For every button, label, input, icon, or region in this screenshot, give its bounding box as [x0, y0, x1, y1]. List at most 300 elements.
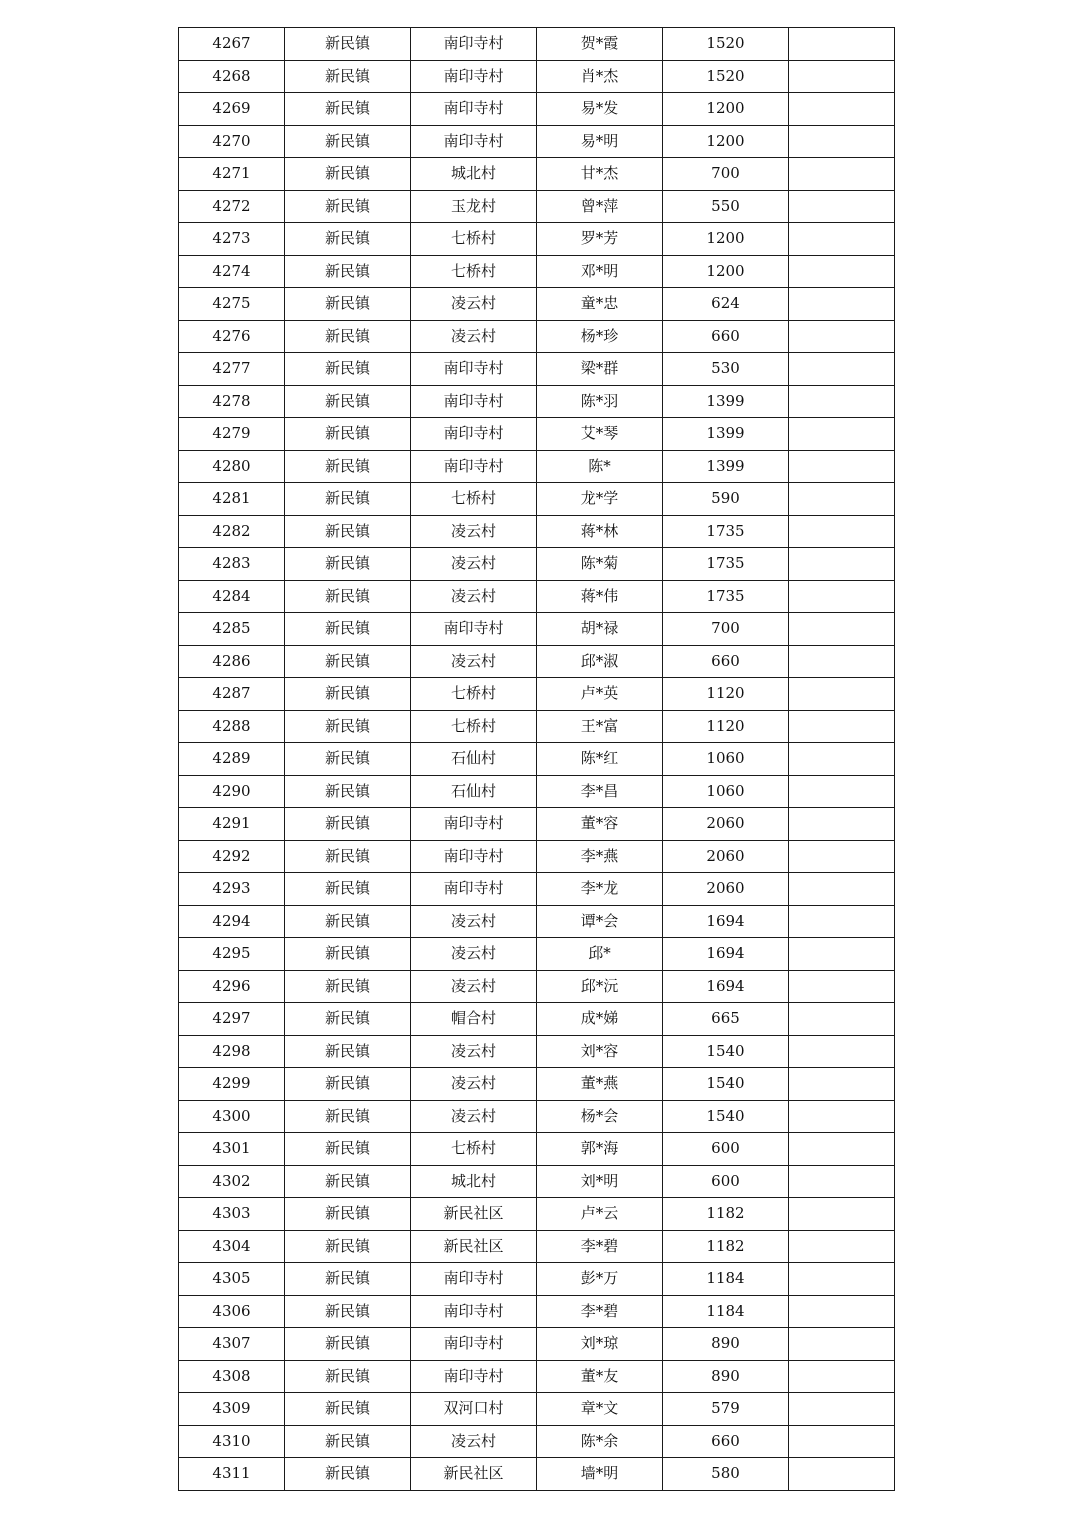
town-cell: 新民镇: [285, 28, 411, 61]
town-cell: 新民镇: [285, 1198, 411, 1231]
village-cell: 凌云村: [411, 1100, 537, 1133]
note-cell: [789, 1133, 895, 1166]
village-cell: 凌云村: [411, 515, 537, 548]
village-cell: 凌云村: [411, 548, 537, 581]
amount-cell: 624: [663, 288, 789, 321]
town-cell: 新民镇: [285, 288, 411, 321]
serial-number-cell: 4287: [179, 678, 285, 711]
roster-table-body: [179, 28, 895, 1491]
table-row: [179, 483, 895, 516]
town-cell: 新民镇: [285, 1458, 411, 1491]
person-name-cell: 董*容: [537, 808, 663, 841]
table-row: [179, 580, 895, 613]
note-cell: [789, 710, 895, 743]
town-cell: 新民镇: [285, 548, 411, 581]
note-cell: [789, 418, 895, 451]
village-cell: 南印寺村: [411, 808, 537, 841]
town-cell: 新民镇: [285, 93, 411, 126]
amount-cell: 2060: [663, 808, 789, 841]
person-name-cell: 董*友: [537, 1360, 663, 1393]
amount-cell: 1200: [663, 255, 789, 288]
town-cell: 新民镇: [285, 775, 411, 808]
town-cell: 新民镇: [285, 710, 411, 743]
amount-cell: 1200: [663, 125, 789, 158]
person-name-cell: 陈*余: [537, 1425, 663, 1458]
note-cell: [789, 515, 895, 548]
amount-cell: 1694: [663, 970, 789, 1003]
serial-number-cell: 4310: [179, 1425, 285, 1458]
person-name-cell: 刘*明: [537, 1165, 663, 1198]
town-cell: 新民镇: [285, 1165, 411, 1198]
table-row: [179, 1198, 895, 1231]
town-cell: 新民镇: [285, 450, 411, 483]
table-row: [179, 548, 895, 581]
person-name-cell: 陈*羽: [537, 385, 663, 418]
town-cell: 新民镇: [285, 678, 411, 711]
person-name-cell: 蒋*伟: [537, 580, 663, 613]
village-cell: 凌云村: [411, 1068, 537, 1101]
note-cell: [789, 1328, 895, 1361]
town-cell: 新民镇: [285, 60, 411, 93]
person-name-cell: 谭*会: [537, 905, 663, 938]
village-cell: 凌云村: [411, 288, 537, 321]
amount-cell: 2060: [663, 873, 789, 906]
note-cell: [789, 743, 895, 776]
amount-cell: 1735: [663, 580, 789, 613]
village-cell: 凌云村: [411, 645, 537, 678]
serial-number-cell: 4283: [179, 548, 285, 581]
person-name-cell: 曾*萍: [537, 190, 663, 223]
serial-number-cell: 4297: [179, 1003, 285, 1036]
person-name-cell: 梁*群: [537, 353, 663, 386]
serial-number-cell: 4301: [179, 1133, 285, 1166]
village-cell: 南印寺村: [411, 613, 537, 646]
person-name-cell: 邱*淑: [537, 645, 663, 678]
village-cell: 南印寺村: [411, 873, 537, 906]
village-cell: 南印寺村: [411, 1360, 537, 1393]
serial-number-cell: 4279: [179, 418, 285, 451]
person-name-cell: 卢*云: [537, 1198, 663, 1231]
serial-number-cell: 4271: [179, 158, 285, 191]
town-cell: 新民镇: [285, 353, 411, 386]
person-name-cell: 成*娣: [537, 1003, 663, 1036]
amount-cell: 660: [663, 645, 789, 678]
amount-cell: 1540: [663, 1035, 789, 1068]
amount-cell: 1520: [663, 28, 789, 61]
person-name-cell: 彭*万: [537, 1263, 663, 1296]
town-cell: 新民镇: [285, 515, 411, 548]
serial-number-cell: 4269: [179, 93, 285, 126]
table-row: [179, 125, 895, 158]
table-row: [179, 223, 895, 256]
town-cell: 新民镇: [285, 1230, 411, 1263]
town-cell: 新民镇: [285, 808, 411, 841]
village-cell: 七桥村: [411, 1133, 537, 1166]
table-row: [179, 353, 895, 386]
person-name-cell: 王*富: [537, 710, 663, 743]
table-row: [179, 1068, 895, 1101]
amount-cell: 1200: [663, 93, 789, 126]
amount-cell: 1200: [663, 223, 789, 256]
amount-cell: 600: [663, 1133, 789, 1166]
table-row: [179, 1360, 895, 1393]
village-cell: 新民社区: [411, 1230, 537, 1263]
table-row: [179, 255, 895, 288]
note-cell: [789, 288, 895, 321]
village-cell: 南印寺村: [411, 385, 537, 418]
amount-cell: 1184: [663, 1295, 789, 1328]
amount-cell: 700: [663, 158, 789, 191]
serial-number-cell: 4275: [179, 288, 285, 321]
table-row: [179, 1165, 895, 1198]
village-cell: 双河口村: [411, 1393, 537, 1426]
amount-cell: 1540: [663, 1068, 789, 1101]
note-cell: [789, 1263, 895, 1296]
town-cell: 新民镇: [285, 1263, 411, 1296]
amount-cell: 530: [663, 353, 789, 386]
note-cell: [789, 580, 895, 613]
person-name-cell: 贺*霞: [537, 28, 663, 61]
table-row: [179, 1458, 895, 1491]
amount-cell: 1735: [663, 515, 789, 548]
town-cell: 新民镇: [285, 1003, 411, 1036]
town-cell: 新民镇: [285, 1393, 411, 1426]
town-cell: 新民镇: [285, 1360, 411, 1393]
serial-number-cell: 4290: [179, 775, 285, 808]
serial-number-cell: 4267: [179, 28, 285, 61]
table-row: [179, 1328, 895, 1361]
person-name-cell: 李*昌: [537, 775, 663, 808]
amount-cell: 1120: [663, 678, 789, 711]
serial-number-cell: 4270: [179, 125, 285, 158]
person-name-cell: 蒋*林: [537, 515, 663, 548]
amount-cell: 600: [663, 1165, 789, 1198]
note-cell: [789, 353, 895, 386]
serial-number-cell: 4303: [179, 1198, 285, 1231]
town-cell: 新民镇: [285, 125, 411, 158]
table-row: [179, 1230, 895, 1263]
person-name-cell: 易*发: [537, 93, 663, 126]
amount-cell: 660: [663, 320, 789, 353]
village-cell: 七桥村: [411, 223, 537, 256]
serial-number-cell: 4307: [179, 1328, 285, 1361]
town-cell: 新民镇: [285, 580, 411, 613]
serial-number-cell: 4281: [179, 483, 285, 516]
town-cell: 新民镇: [285, 1133, 411, 1166]
note-cell: [789, 938, 895, 971]
table-row: [179, 158, 895, 191]
table-row: [179, 678, 895, 711]
village-cell: 南印寺村: [411, 93, 537, 126]
amount-cell: 550: [663, 190, 789, 223]
table-row: [179, 450, 895, 483]
village-cell: 城北村: [411, 158, 537, 191]
serial-number-cell: 4268: [179, 60, 285, 93]
person-name-cell: 李*碧: [537, 1295, 663, 1328]
amount-cell: 1399: [663, 418, 789, 451]
person-name-cell: 李*碧: [537, 1230, 663, 1263]
village-cell: 七桥村: [411, 483, 537, 516]
amount-cell: 1120: [663, 710, 789, 743]
town-cell: 新民镇: [285, 970, 411, 1003]
serial-number-cell: 4284: [179, 580, 285, 613]
table-row: [179, 645, 895, 678]
person-name-cell: 墙*明: [537, 1458, 663, 1491]
village-cell: 南印寺村: [411, 1263, 537, 1296]
town-cell: 新民镇: [285, 1100, 411, 1133]
note-cell: [789, 1393, 895, 1426]
table-row: [179, 905, 895, 938]
note-cell: [789, 1165, 895, 1198]
note-cell: [789, 320, 895, 353]
table-row: [179, 1100, 895, 1133]
serial-number-cell: 4298: [179, 1035, 285, 1068]
village-cell: 南印寺村: [411, 450, 537, 483]
village-cell: 凌云村: [411, 580, 537, 613]
table-row: [179, 515, 895, 548]
table-row: [179, 743, 895, 776]
table-row: [179, 1035, 895, 1068]
serial-number-cell: 4311: [179, 1458, 285, 1491]
note-cell: [789, 223, 895, 256]
village-cell: 南印寺村: [411, 60, 537, 93]
table-row: [179, 320, 895, 353]
serial-number-cell: 4285: [179, 613, 285, 646]
person-name-cell: 邓*明: [537, 255, 663, 288]
serial-number-cell: 4293: [179, 873, 285, 906]
note-cell: [789, 28, 895, 61]
serial-number-cell: 4306: [179, 1295, 285, 1328]
table-row: [179, 1393, 895, 1426]
amount-cell: 1399: [663, 385, 789, 418]
table-row: [179, 385, 895, 418]
serial-number-cell: 4277: [179, 353, 285, 386]
note-cell: [789, 873, 895, 906]
village-cell: 城北村: [411, 1165, 537, 1198]
village-cell: 新民社区: [411, 1458, 537, 1491]
serial-number-cell: 4308: [179, 1360, 285, 1393]
village-cell: 凌云村: [411, 938, 537, 971]
serial-number-cell: 4305: [179, 1263, 285, 1296]
note-cell: [789, 255, 895, 288]
village-cell: 凌云村: [411, 905, 537, 938]
town-cell: 新民镇: [285, 1035, 411, 1068]
person-name-cell: 邱*: [537, 938, 663, 971]
note-cell: [789, 678, 895, 711]
person-name-cell: 陈*菊: [537, 548, 663, 581]
table-row: [179, 1003, 895, 1036]
village-cell: 七桥村: [411, 255, 537, 288]
note-cell: [789, 1295, 895, 1328]
table-row: [179, 613, 895, 646]
person-name-cell: 甘*杰: [537, 158, 663, 191]
village-cell: 凌云村: [411, 320, 537, 353]
person-name-cell: 邱*沅: [537, 970, 663, 1003]
note-cell: [789, 1035, 895, 1068]
town-cell: 新民镇: [285, 190, 411, 223]
person-name-cell: 胡*禄: [537, 613, 663, 646]
person-name-cell: 刘*琼: [537, 1328, 663, 1361]
amount-cell: 1520: [663, 60, 789, 93]
serial-number-cell: 4274: [179, 255, 285, 288]
note-cell: [789, 840, 895, 873]
amount-cell: 579: [663, 1393, 789, 1426]
serial-number-cell: 4302: [179, 1165, 285, 1198]
note-cell: [789, 93, 895, 126]
note-cell: [789, 385, 895, 418]
village-cell: 南印寺村: [411, 840, 537, 873]
note-cell: [789, 548, 895, 581]
town-cell: 新民镇: [285, 385, 411, 418]
amount-cell: 2060: [663, 840, 789, 873]
village-cell: 南印寺村: [411, 1295, 537, 1328]
village-cell: 七桥村: [411, 710, 537, 743]
serial-number-cell: 4286: [179, 645, 285, 678]
serial-number-cell: 4282: [179, 515, 285, 548]
town-cell: 新民镇: [285, 873, 411, 906]
serial-number-cell: 4272: [179, 190, 285, 223]
village-cell: 七桥村: [411, 678, 537, 711]
person-name-cell: 艾*琴: [537, 418, 663, 451]
table-row: [179, 1133, 895, 1166]
village-cell: 南印寺村: [411, 125, 537, 158]
note-cell: [789, 970, 895, 1003]
serial-number-cell: 4278: [179, 385, 285, 418]
village-cell: 石仙村: [411, 743, 537, 776]
serial-number-cell: 4299: [179, 1068, 285, 1101]
serial-number-cell: 4294: [179, 905, 285, 938]
amount-cell: 890: [663, 1360, 789, 1393]
village-cell: 南印寺村: [411, 28, 537, 61]
serial-number-cell: 4276: [179, 320, 285, 353]
serial-number-cell: 4289: [179, 743, 285, 776]
village-cell: 新民社区: [411, 1198, 537, 1231]
note-cell: [789, 1003, 895, 1036]
table-row: [179, 808, 895, 841]
person-name-cell: 陈*: [537, 450, 663, 483]
town-cell: 新民镇: [285, 1328, 411, 1361]
serial-number-cell: 4296: [179, 970, 285, 1003]
note-cell: [789, 645, 895, 678]
note-cell: [789, 125, 895, 158]
serial-number-cell: 4292: [179, 840, 285, 873]
town-cell: 新民镇: [285, 483, 411, 516]
note-cell: [789, 1230, 895, 1263]
note-cell: [789, 1458, 895, 1491]
amount-cell: 580: [663, 1458, 789, 1491]
table-row: [179, 710, 895, 743]
table-row: [179, 938, 895, 971]
note-cell: [789, 775, 895, 808]
table-row: [179, 873, 895, 906]
amount-cell: 1060: [663, 743, 789, 776]
serial-number-cell: 4304: [179, 1230, 285, 1263]
amount-cell: 1540: [663, 1100, 789, 1133]
person-name-cell: 陈*红: [537, 743, 663, 776]
town-cell: 新民镇: [285, 1068, 411, 1101]
person-name-cell: 章*文: [537, 1393, 663, 1426]
note-cell: [789, 1360, 895, 1393]
amount-cell: 660: [663, 1425, 789, 1458]
serial-number-cell: 4291: [179, 808, 285, 841]
town-cell: 新民镇: [285, 905, 411, 938]
village-cell: 凌云村: [411, 970, 537, 1003]
serial-number-cell: 4288: [179, 710, 285, 743]
town-cell: 新民镇: [285, 223, 411, 256]
table-row: [179, 60, 895, 93]
table-row: [179, 970, 895, 1003]
town-cell: 新民镇: [285, 1295, 411, 1328]
amount-cell: 890: [663, 1328, 789, 1361]
village-cell: 玉龙村: [411, 190, 537, 223]
village-cell: 凌云村: [411, 1035, 537, 1068]
town-cell: 新民镇: [285, 743, 411, 776]
person-name-cell: 杨*珍: [537, 320, 663, 353]
table-row: [179, 190, 895, 223]
serial-number-cell: 4295: [179, 938, 285, 971]
amount-cell: 1060: [663, 775, 789, 808]
note-cell: [789, 613, 895, 646]
amount-cell: 1182: [663, 1198, 789, 1231]
note-cell: [789, 60, 895, 93]
person-name-cell: 郭*海: [537, 1133, 663, 1166]
amount-cell: 665: [663, 1003, 789, 1036]
serial-number-cell: 4273: [179, 223, 285, 256]
amount-cell: 1184: [663, 1263, 789, 1296]
table-row: [179, 1425, 895, 1458]
town-cell: 新民镇: [285, 418, 411, 451]
village-cell: 凌云村: [411, 1425, 537, 1458]
table-row: [179, 93, 895, 126]
note-cell: [789, 1198, 895, 1231]
note-cell: [789, 483, 895, 516]
table-row: [179, 840, 895, 873]
town-cell: 新民镇: [285, 613, 411, 646]
town-cell: 新民镇: [285, 320, 411, 353]
person-name-cell: 童*忠: [537, 288, 663, 321]
town-cell: 新民镇: [285, 1425, 411, 1458]
note-cell: [789, 1425, 895, 1458]
serial-number-cell: 4309: [179, 1393, 285, 1426]
person-name-cell: 李*燕: [537, 840, 663, 873]
table-row: [179, 1295, 895, 1328]
table-row: [179, 288, 895, 321]
table-row: [179, 1263, 895, 1296]
serial-number-cell: 4300: [179, 1100, 285, 1133]
town-cell: 新民镇: [285, 158, 411, 191]
serial-number-cell: 4280: [179, 450, 285, 483]
note-cell: [789, 808, 895, 841]
person-name-cell: 易*明: [537, 125, 663, 158]
person-name-cell: 董*燕: [537, 1068, 663, 1101]
roster-table: [178, 27, 895, 1491]
note-cell: [789, 158, 895, 191]
note-cell: [789, 190, 895, 223]
village-cell: 石仙村: [411, 775, 537, 808]
village-cell: 帽合村: [411, 1003, 537, 1036]
person-name-cell: 李*龙: [537, 873, 663, 906]
amount-cell: 700: [663, 613, 789, 646]
town-cell: 新民镇: [285, 938, 411, 971]
table-row: [179, 418, 895, 451]
village-cell: 南印寺村: [411, 418, 537, 451]
amount-cell: 1399: [663, 450, 789, 483]
note-cell: [789, 450, 895, 483]
note-cell: [789, 905, 895, 938]
town-cell: 新民镇: [285, 840, 411, 873]
person-name-cell: 杨*会: [537, 1100, 663, 1133]
note-cell: [789, 1068, 895, 1101]
